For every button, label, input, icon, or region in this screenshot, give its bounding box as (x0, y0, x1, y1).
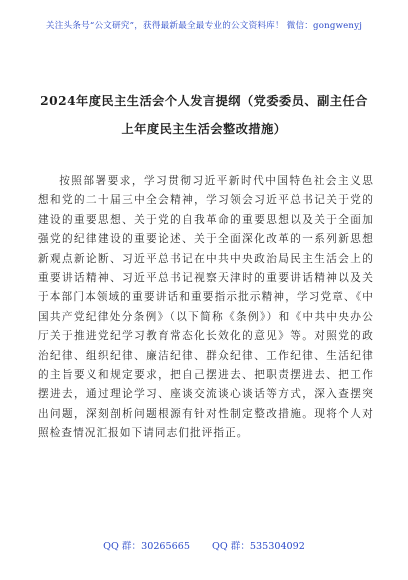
footer-qq-group-2: QQ 群：535304092 (211, 541, 305, 552)
header-banner: 关注头条号“公文研究”，获得最新最全最专业的公文资料库！ 微信：gongwenyj (45, 21, 363, 31)
body-paragraph: 按照部署要求，学习贯彻习近平新时代中国特色社会主义思想和党的二十届三中全会精神，学习领会习近平总书记关于党的建设的重要思想、关于党的自我革命的重要思想以及关于全面加强党的纪律建设的重要论述、关于全面深化改革的一系列新思想新观点新论断、习近平总书记在中共中央政治局民主生活会上的重要讲话精神、习近平总书记视察天津时的重要讲话精神以及关于本部门本领域的重要讲话和重要指示批示精神，学习党章、《中国共产党纪律处分条例》（以下简称《条例》）和《中共中央办公厅关于推进党纪学习教育常态化长效化的意见》等。对照党的政治纪律、组织纪律、廉洁纪律、群众纪律、工作纪律、生活纪律的主旨要义和规定要求，把自己摆进去、把职责摆进去、把工作摆进去，通过理论学习、座谈交流谈心谈话等方式，深入查摆突出问题，深刻剖析问题根源有针对性制定整改措施。现将个人对照检查情况汇报如下请同志们批评指正。 (38, 175, 374, 440)
footer-qq-group-1: QQ 群：30265665 (103, 541, 190, 552)
footer-contact (0, 541, 408, 553)
document-title-line-2: 上年度民主生活会整改措施） (121, 122, 287, 136)
document-title-line-1: 2024年度民主生活会个人发言提纲（党委委员、副主任合 (40, 94, 368, 108)
